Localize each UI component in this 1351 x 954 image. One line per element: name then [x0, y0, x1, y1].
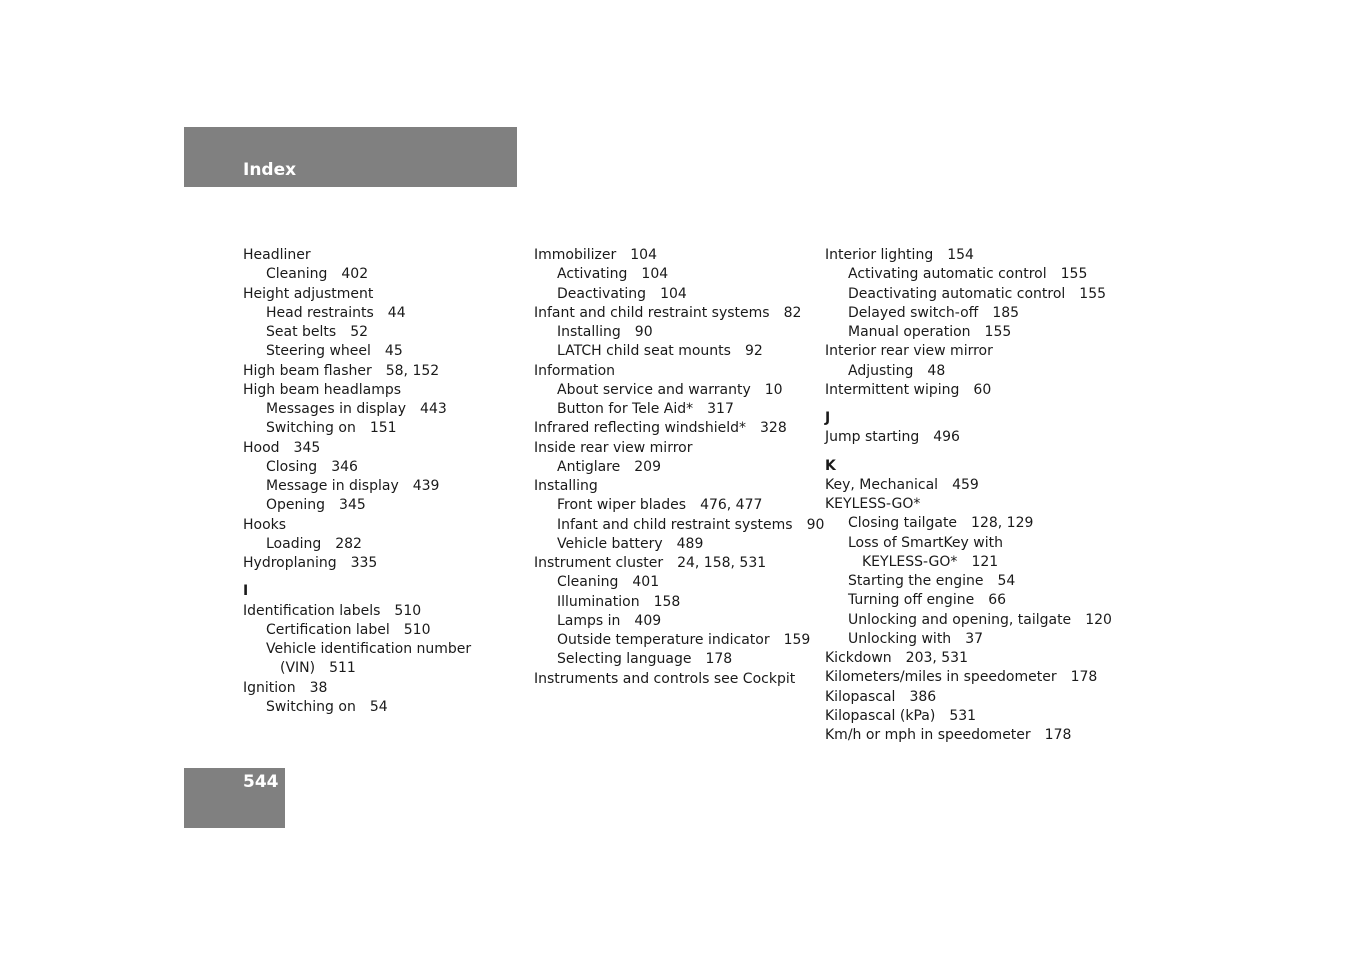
- index-subentry: [534, 496, 819, 515]
- index-page-ref[interactable]: 82: [783, 304, 802, 321]
- index-page-ref[interactable]: 155: [1079, 285, 1107, 302]
- index-entry: [243, 516, 528, 535]
- index-term: Key, Mechanical: [825, 476, 939, 493]
- index-term: Delayed switch-off: [848, 304, 979, 321]
- index-page-ref[interactable]: 155: [984, 324, 1012, 340]
- index-page-ref[interactable]: 104: [630, 247, 657, 263]
- index-subentry: [825, 572, 1110, 591]
- index-term: Message in display: [266, 478, 399, 494]
- index-page-ref[interactable]: 178: [1044, 727, 1072, 743]
- index-subentry: [825, 304, 1110, 323]
- index-term: Certification label: [266, 621, 390, 638]
- index-entry: [825, 246, 1110, 265]
- index-page-ref[interactable]: 104: [660, 285, 687, 302]
- index-subentry: [243, 621, 528, 640]
- index-page-ref[interactable]: 386: [909, 688, 937, 705]
- index-page-ref[interactable]: 44: [387, 304, 406, 321]
- index-entry: [534, 439, 819, 458]
- index-term: Antiglare: [557, 458, 621, 475]
- index-term: High beam flasher: [243, 362, 372, 379]
- index-entry: [243, 381, 528, 400]
- page-number-box: [184, 768, 285, 828]
- index-subentry: [534, 650, 819, 669]
- index-subentry: [243, 659, 528, 678]
- index-subentry: [534, 593, 819, 612]
- index-page-ref[interactable]: 10: [764, 381, 783, 398]
- index-term: Kilopascal: [825, 688, 896, 705]
- index-letter-heading: [825, 409, 1110, 428]
- index-term: Intermittent wiping: [825, 381, 960, 398]
- index-page-ref[interactable]: 510: [394, 602, 422, 619]
- index-entry: [825, 495, 1110, 514]
- index-page-ref[interactable]: 90: [634, 324, 653, 340]
- index-term: Immobilizer: [534, 247, 617, 263]
- index-term: Activating automatic control: [848, 266, 1047, 283]
- index-subentry: [243, 496, 528, 515]
- index-term: Front wiper blades: [557, 497, 687, 514]
- index-page-ref[interactable]: 178: [705, 651, 733, 668]
- index-entry: [534, 304, 819, 323]
- index-letter-heading: [825, 457, 1110, 476]
- index-term: Cleaning: [557, 574, 619, 591]
- index-term: Manual operation: [848, 324, 971, 340]
- index-page-ref[interactable]: 90: [806, 516, 825, 533]
- index-term: Adjusting: [848, 362, 914, 379]
- index-page-ref[interactable]: 60: [973, 381, 992, 398]
- index-term: Selecting language: [557, 651, 692, 668]
- index-term: Deactivating: [557, 285, 647, 302]
- index-entry: [534, 419, 819, 438]
- index-page-ref[interactable]: 459: [952, 476, 979, 493]
- index-page-ref[interactable]: 54: [369, 698, 388, 715]
- index-page-ref[interactable]: 317: [707, 401, 734, 417]
- index-term: Closing tailgate: [848, 515, 958, 532]
- index-page-ref[interactable]: 328: [760, 420, 787, 437]
- index-page-ref[interactable]: 489: [676, 535, 704, 552]
- index-subentry: [534, 631, 819, 650]
- index-term: Loading: [266, 535, 322, 552]
- index-term: Opening: [266, 497, 326, 514]
- index-subentry: [243, 477, 528, 496]
- index-term: Km/h or mph in speedometer: [825, 727, 1031, 743]
- index-term: (VIN): [280, 660, 316, 677]
- index-entry: [243, 362, 528, 381]
- index-term: Installing: [557, 324, 621, 340]
- index-term: Headliner: [243, 247, 311, 263]
- index-term: About service and warranty: [557, 381, 751, 398]
- index-term: Lamps in: [557, 612, 621, 629]
- index-page-ref[interactable]: 443: [420, 401, 447, 417]
- index-term: Instruments and controls see Cockpit: [534, 670, 796, 687]
- index-term: Illumination: [557, 593, 640, 610]
- index-entry: [825, 668, 1110, 687]
- index-page-ref[interactable]: 496: [933, 429, 960, 446]
- index-page-ref[interactable]: 37: [965, 630, 984, 647]
- index-term: I: [243, 583, 249, 600]
- index-page-ref[interactable]: 402: [341, 266, 369, 283]
- index-subentry: [243, 304, 528, 323]
- index-entry: [243, 285, 528, 304]
- index-column-1: [243, 246, 528, 717]
- index-term: Kilometers/miles in speedometer: [825, 669, 1057, 686]
- index-page-ref[interactable]: 121: [971, 553, 999, 570]
- index-term: Steering wheel: [266, 343, 371, 360]
- index-term: Hooks: [243, 516, 287, 533]
- index-term: Inside rear view mirror: [534, 439, 693, 456]
- index-subentry: [534, 458, 819, 477]
- index-term: Hydroplaning: [243, 555, 337, 571]
- index-term: Closing: [266, 458, 318, 475]
- index-entry: [243, 554, 528, 573]
- index-subentry: [243, 342, 528, 361]
- index-entry: [825, 381, 1110, 400]
- index-entry: [825, 726, 1110, 745]
- index-subentry: [825, 265, 1110, 284]
- index-term: Outside temperature indicator: [557, 632, 770, 648]
- index-page-ref[interactable]: 511: [329, 660, 356, 677]
- index-term: Infant and child restraint systems: [557, 516, 793, 533]
- index-term: Turning off engine: [848, 592, 975, 609]
- index-page-ref[interactable]: 38: [309, 679, 328, 696]
- index-page-ref[interactable]: 345: [339, 497, 366, 514]
- page-number: 544: [243, 772, 279, 792]
- index-subentry: [243, 640, 528, 659]
- index-term: Instrument cluster: [534, 555, 664, 571]
- index-entry: [534, 554, 819, 573]
- index-subentry: [534, 265, 819, 284]
- index-term: Infant and child restraint systems: [534, 304, 770, 321]
- index-page-ref[interactable]: 209: [634, 458, 661, 475]
- index-subentry: [534, 516, 825, 535]
- index-entry: [243, 602, 528, 621]
- index-page-ref[interactable]: 24, 158, 531: [677, 555, 767, 571]
- index-subentry: [243, 400, 528, 419]
- index-term: Loss of SmartKey with: [848, 534, 1003, 551]
- index-term: Vehicle battery: [557, 535, 663, 552]
- index-term: Kickdown: [825, 650, 892, 666]
- index-subentry: [534, 400, 819, 419]
- index-subentry: [825, 591, 1110, 610]
- index-page-ref[interactable]: 178: [1070, 669, 1098, 686]
- index-page-ref[interactable]: 346: [331, 458, 358, 475]
- index-term: Unlocking and opening, tailgate: [848, 611, 1072, 628]
- index-entry: [534, 477, 819, 496]
- index-page-ref[interactable]: 154: [947, 247, 974, 263]
- index-page-ref[interactable]: 203, 531: [905, 650, 968, 666]
- index-page-ref[interactable]: 66: [988, 592, 1007, 609]
- index-subentry: [534, 285, 819, 304]
- page-title: Index: [243, 160, 297, 180]
- index-page-ref[interactable]: 185: [992, 304, 1020, 321]
- index-term: Infrared reflecting windshield*: [534, 420, 746, 437]
- index-entry: [825, 428, 1110, 447]
- index-term: J: [825, 410, 831, 426]
- index-term: Switching on: [266, 698, 356, 715]
- index-term: Unlocking with: [848, 630, 952, 647]
- index-term: Interior rear view mirror: [825, 343, 993, 360]
- index-term: Height adjustment: [243, 285, 374, 302]
- index-term: LATCH child seat mounts: [557, 343, 731, 360]
- index-page-ref[interactable]: 158: [653, 593, 681, 610]
- index-page-ref[interactable]: 345: [293, 439, 321, 456]
- index-subentry: [534, 573, 819, 592]
- index-page-ref[interactable]: 58, 152: [385, 362, 440, 379]
- index-term: Hood: [243, 439, 280, 456]
- index-subentry: [243, 265, 528, 284]
- index-page-ref[interactable]: 531: [949, 707, 977, 724]
- index-subentry: [825, 285, 1110, 304]
- index-entry: [825, 688, 1110, 707]
- index-subentry: [534, 381, 819, 400]
- index-page-ref[interactable]: 45: [384, 343, 403, 360]
- index-term: Deactivating automatic control: [848, 285, 1066, 302]
- index-term: Switching on: [266, 420, 356, 437]
- index-subentry: [534, 323, 819, 342]
- index-column-2: [534, 246, 825, 689]
- index-term: K: [825, 457, 836, 474]
- index-subentry: [825, 630, 1110, 649]
- index-page-ref[interactable]: 476, 477: [700, 497, 763, 514]
- index-entry: [243, 439, 528, 458]
- index-page-ref[interactable]: 52: [350, 324, 369, 340]
- index-term: Messages in display: [266, 401, 407, 417]
- index-term: Identification labels: [243, 602, 381, 619]
- index-term: Cleaning: [266, 266, 328, 283]
- index-term: Information: [534, 362, 616, 379]
- index-term: Interior lighting: [825, 247, 934, 263]
- index-term: Head restraints: [266, 304, 374, 321]
- index-page-ref[interactable]: 155: [1060, 266, 1088, 283]
- index-term: Activating: [557, 266, 628, 283]
- index-term: Ignition: [243, 679, 296, 696]
- index-subentry: [534, 612, 819, 631]
- index-term: Installing: [534, 478, 598, 494]
- index-page-ref[interactable]: 120: [1085, 611, 1112, 628]
- index-subentry: [243, 535, 528, 554]
- index-page-ref[interactable]: 409: [634, 612, 662, 629]
- index-page-ref[interactable]: 282: [335, 535, 362, 552]
- index-subentry: [825, 534, 1110, 553]
- index-term: Jump starting: [825, 429, 920, 446]
- index-term: Button for Tele Aid*: [557, 401, 694, 417]
- index-subentry: [825, 362, 1110, 381]
- index-term: Vehicle identification number: [266, 641, 472, 657]
- index-letter-heading: [243, 582, 528, 601]
- index-term: Starting the engine: [848, 573, 984, 589]
- index-entry: [825, 342, 1110, 361]
- index-page-ref[interactable]: 401: [632, 574, 660, 591]
- index-page-ref[interactable]: 159: [783, 632, 811, 648]
- index-subentry: [534, 342, 819, 361]
- index-term: KEYLESS-GO*: [862, 553, 958, 570]
- index-page-ref[interactable]: 92: [744, 343, 763, 360]
- index-page-ref[interactable]: 48: [927, 362, 946, 379]
- index-subentry: [243, 419, 528, 438]
- index-page-ref[interactable]: 151: [369, 420, 397, 437]
- index-page-ref[interactable]: 335: [350, 555, 378, 571]
- index-entry: [534, 670, 819, 689]
- header-bar: [184, 127, 517, 187]
- index-term: High beam headlamps: [243, 381, 402, 398]
- index-subentry: [243, 458, 528, 477]
- index-page-ref[interactable]: 104: [641, 266, 669, 283]
- index-subentry: [243, 323, 528, 342]
- index-entry: [825, 476, 1110, 495]
- index-column-3: [825, 246, 1110, 745]
- index-subentry: [825, 553, 1110, 572]
- index-page-ref[interactable]: 128, 129: [971, 515, 1034, 532]
- index-subentry: [243, 698, 528, 717]
- index-term: KEYLESS-GO*: [825, 496, 921, 512]
- index-entry: [243, 246, 528, 265]
- index-entry: [534, 246, 819, 265]
- index-entry: [243, 679, 528, 698]
- index-entry: [534, 362, 819, 381]
- index-subentry: [825, 611, 1110, 630]
- index-subentry: [825, 514, 1110, 533]
- index-term: Kilopascal (kPa): [825, 707, 936, 724]
- index-page-ref[interactable]: 54: [997, 573, 1016, 589]
- index-page-ref[interactable]: 439: [412, 478, 440, 494]
- index-subentry: [825, 323, 1110, 342]
- index-page-ref[interactable]: 510: [403, 621, 431, 638]
- index-entry: [825, 707, 1110, 726]
- index-entry: [825, 649, 1110, 668]
- index-term: Seat belts: [266, 324, 337, 340]
- index-subentry: [534, 535, 819, 554]
